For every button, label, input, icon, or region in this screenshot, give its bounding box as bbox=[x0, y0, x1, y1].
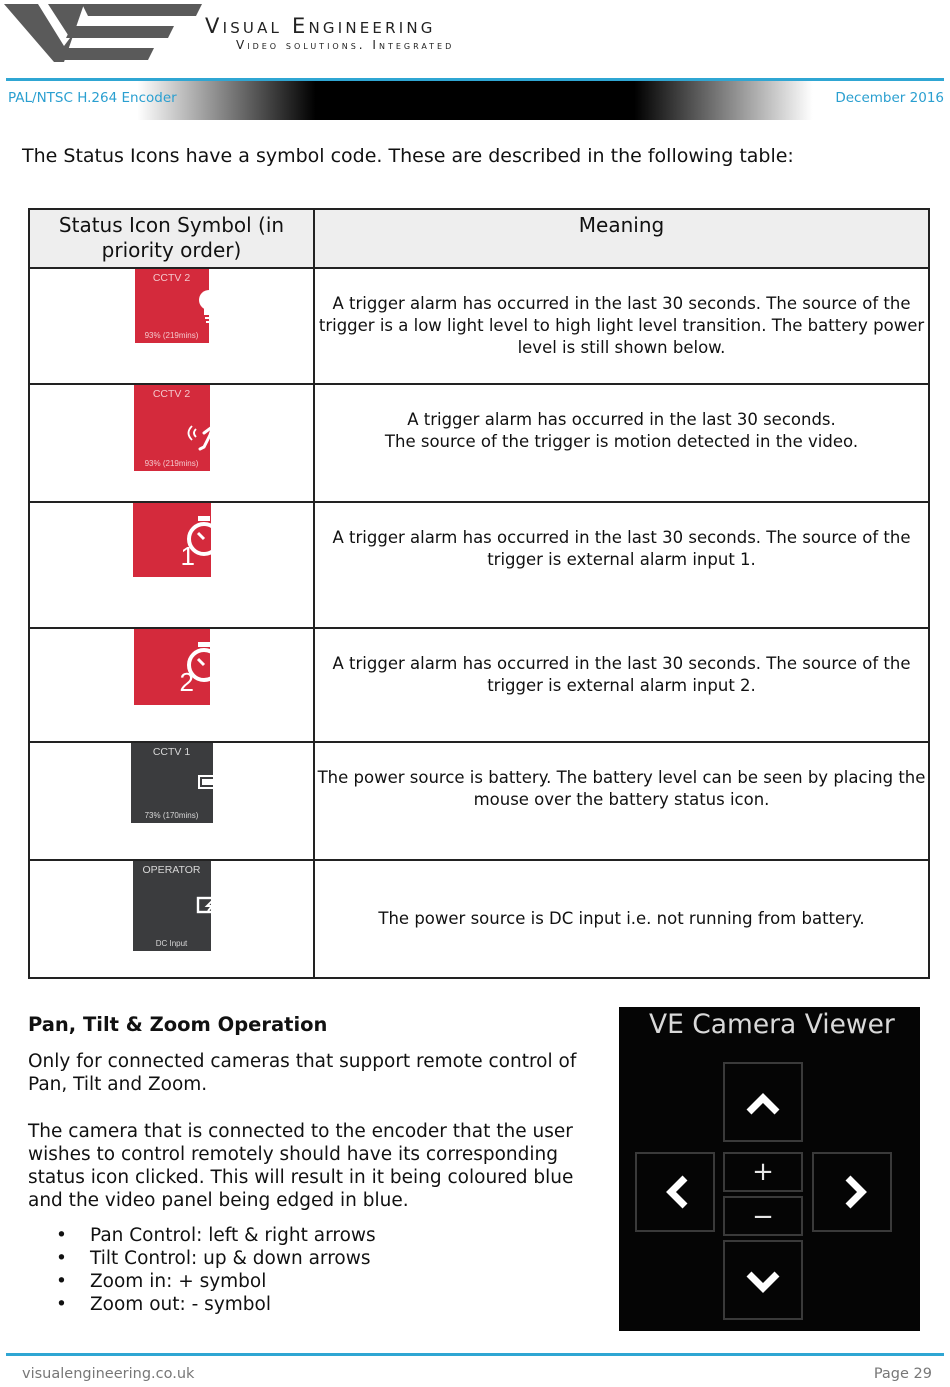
list-item bbox=[28, 1293, 376, 1316]
brand-name: Visual Engineering bbox=[205, 14, 436, 38]
ptz-paragraph-2: The camera that is connected to the encoder that the user wishes to control remotely should have its corresponding status icon clicked. This will result in it being coloured blue and the video panel being edged in blue. bbox=[28, 1121, 574, 1211]
status-icon-table bbox=[28, 208, 930, 979]
table-row bbox=[29, 628, 929, 742]
list-item-text: Zoom in: + symbol bbox=[90, 1271, 267, 1292]
meaning-cell bbox=[314, 268, 929, 384]
camera-viewer-panel bbox=[619, 1007, 920, 1331]
icon-label-top: CCTV 1 bbox=[152, 746, 191, 758]
viewer-title: VE Camera Viewer bbox=[649, 1009, 895, 1040]
icon-label-bottom: DC Input bbox=[155, 939, 188, 948]
list-item bbox=[28, 1224, 376, 1247]
alarm-input-digit: 2 bbox=[179, 667, 194, 697]
column-header-meaning: Meaning bbox=[314, 209, 929, 268]
document-date: December 2016 bbox=[835, 90, 944, 106]
table-header-row bbox=[29, 209, 929, 268]
chevron-up-icon bbox=[725, 1064, 805, 1144]
meaning-text: A trigger alarm has occurred in the last 30 seconds. The source of the trigger is a low light level to high light level transition. The battery power level is still shown below. bbox=[318, 294, 925, 357]
light-alarm-icon bbox=[135, 269, 209, 343]
icon-label-top: OPERATOR bbox=[142, 864, 201, 876]
dc-input-icon bbox=[133, 861, 211, 951]
meaning-cell bbox=[314, 384, 929, 502]
battery-icon bbox=[131, 743, 213, 823]
ve-logo-mark bbox=[4, 2, 204, 64]
plug-battery-icon bbox=[172, 861, 211, 951]
tilt-up-button[interactable] bbox=[723, 1062, 803, 1142]
meaning-text-line-2: The source of the trigger is motion detected in the video. bbox=[384, 432, 859, 451]
column-header-symbol: Status Icon Symbol (in priority order) bbox=[29, 209, 314, 268]
intro-text: The Status Icons have a symbol code. These are described in the following table: bbox=[22, 145, 794, 167]
icon-cell bbox=[29, 502, 314, 628]
section-heading: Pan, Tilt & Zoom Operation bbox=[28, 1013, 328, 1036]
table-row bbox=[29, 742, 929, 860]
brand-tagline: Video solutions. Integrated bbox=[236, 38, 455, 52]
table-row bbox=[29, 268, 929, 384]
alarm-input-2-icon bbox=[134, 629, 210, 705]
meaning-cell bbox=[314, 502, 929, 628]
pan-right-button[interactable] bbox=[812, 1152, 892, 1232]
table-row bbox=[29, 502, 929, 628]
list-item-text: Tilt Control: up & down arrows bbox=[90, 1248, 371, 1269]
chevron-down-icon bbox=[725, 1242, 805, 1322]
plus-icon: + bbox=[752, 1157, 774, 1187]
table-row bbox=[29, 860, 929, 978]
icon-label-bottom: 93% (219mins) bbox=[144, 459, 199, 468]
bullet: • bbox=[56, 1248, 67, 1269]
icon-cell bbox=[29, 742, 314, 860]
meaning-cell bbox=[314, 742, 929, 860]
bullet: • bbox=[56, 1225, 67, 1246]
meaning-text: The power source is battery. The battery level can be seen by placing the mouse over the battery status icon. bbox=[317, 768, 926, 809]
tilt-down-button[interactable] bbox=[723, 1240, 803, 1320]
alarm-input-digit: 1 bbox=[180, 541, 195, 571]
zoom-out-button[interactable] bbox=[723, 1196, 803, 1236]
icon-cell bbox=[29, 628, 314, 742]
bullet: • bbox=[56, 1271, 67, 1292]
icon-cell bbox=[29, 860, 314, 978]
footer-rule bbox=[6, 1353, 944, 1356]
list-item bbox=[28, 1247, 376, 1270]
pan-left-button[interactable] bbox=[635, 1152, 715, 1232]
bullet: • bbox=[56, 1294, 67, 1315]
header-rule bbox=[6, 78, 944, 81]
meaning-cell bbox=[314, 628, 929, 742]
alarm-input-1-icon bbox=[133, 503, 211, 577]
page-number: Page 29 bbox=[873, 1366, 932, 1382]
document-title: PAL/NTSC H.264 Encoder bbox=[8, 90, 177, 106]
icon-label-top: CCTV 2 bbox=[152, 388, 191, 400]
zoom-in-button[interactable] bbox=[723, 1152, 803, 1192]
meaning-text: A trigger alarm has occurred in the last 30 seconds. The source of the trigger is external alarm input 2. bbox=[332, 654, 911, 695]
logo bbox=[4, 2, 204, 64]
list-item bbox=[28, 1270, 376, 1293]
meaning-cell bbox=[314, 860, 929, 978]
list-item-text: Zoom out: - symbol bbox=[90, 1294, 271, 1315]
chevron-right-icon bbox=[814, 1154, 894, 1234]
meaning-text: A trigger alarm has occurred in the last 30 seconds. The source of the trigger is external alarm input 1. bbox=[332, 528, 911, 569]
ptz-controls-list bbox=[28, 1224, 376, 1316]
icon-cell bbox=[29, 384, 314, 502]
icon-cell bbox=[29, 268, 314, 384]
ptz-paragraph-1: Only for connected cameras that support remote control of Pan, Tilt and Zoom. bbox=[28, 1051, 577, 1095]
meaning-text: The power source is DC input i.e. not running from battery. bbox=[378, 909, 865, 928]
table-row bbox=[29, 384, 929, 502]
footer-website: visualengineering.co.uk bbox=[22, 1366, 195, 1382]
icon-label-bottom: 73% (170mins) bbox=[144, 811, 199, 820]
motion-alarm-icon bbox=[134, 385, 210, 471]
minus-icon: − bbox=[752, 1202, 774, 1232]
icon-label-top: CCTV 2 bbox=[152, 272, 191, 284]
icon-label-bottom: 93% (219mins) bbox=[144, 331, 199, 340]
chevron-left-icon bbox=[637, 1154, 717, 1234]
meaning-text-line-1: A trigger alarm has occurred in the last 30 seconds. bbox=[407, 410, 836, 429]
list-item-text: Pan Control: left & right arrows bbox=[90, 1225, 376, 1246]
